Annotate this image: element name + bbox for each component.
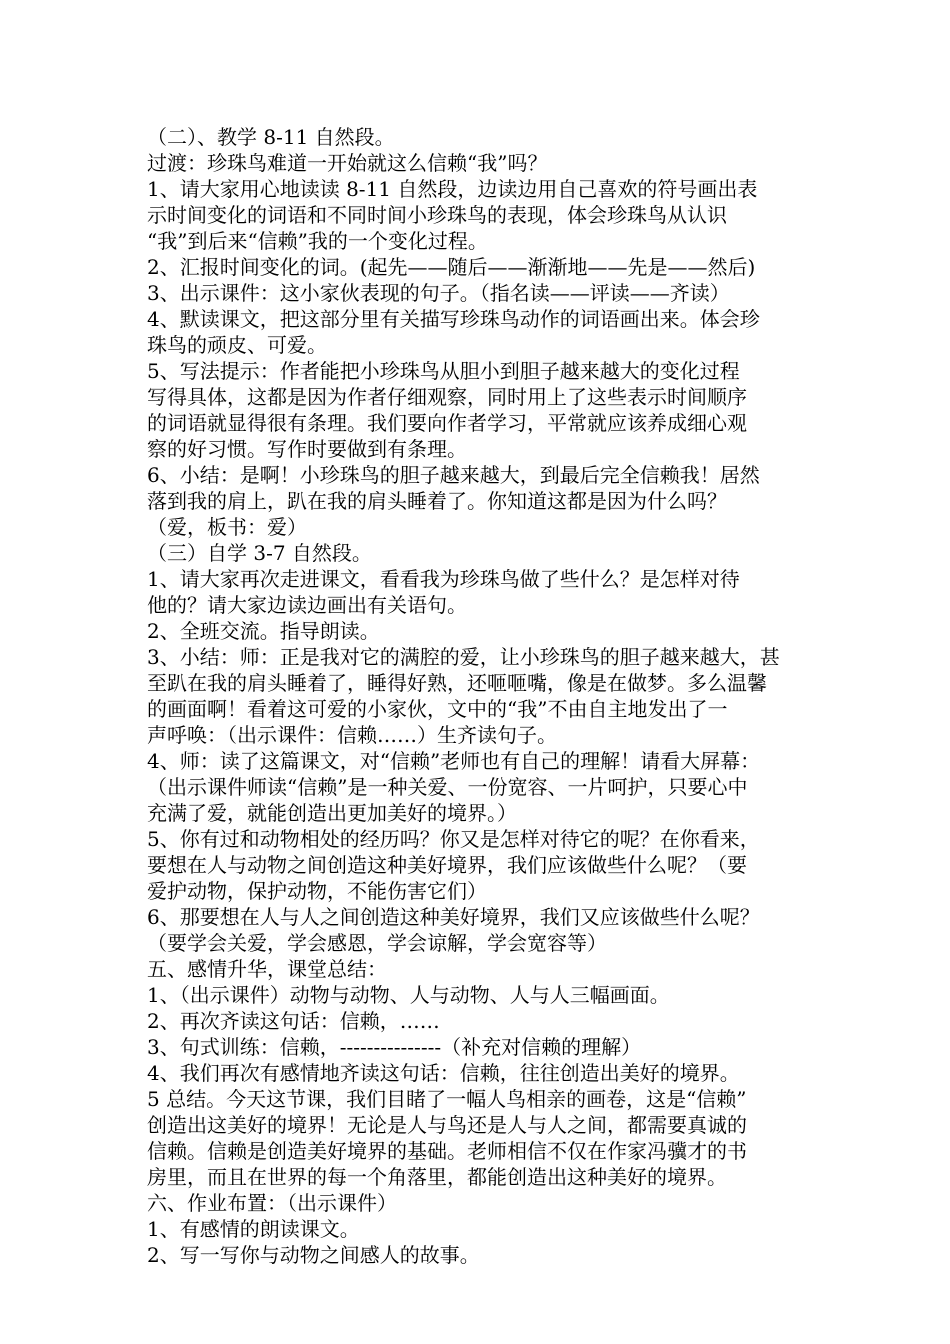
text-line: （爱，板书：爱） — [147, 515, 307, 539]
text-line: 2、写一写你与动物之间感人的故事。 — [147, 1243, 480, 1267]
text-line: “我”到后来“信赖”我的一个变化过程。 — [147, 229, 488, 253]
text-line: 充满了爱，就能创造出更加美好的境界。） — [147, 801, 517, 825]
text-line: （要学会关爱，学会感恩，学会谅解，学会宽容等） — [147, 931, 607, 955]
text-line: 要想在人与动物之间创造这种美好境界，我们应该做些什么呢？（要 — [147, 853, 747, 877]
text-line: 2、再次齐读这句话：信赖，…… — [147, 1009, 440, 1033]
text-line: 五、感情升华，课堂总结： — [147, 957, 387, 981]
document-body — [147, 124, 819, 1268]
text-line: 4、默读课文，把这部分里有关描写珍珠鸟动作的词语画出来。体会珍 — [147, 307, 760, 331]
text-line: 珠鸟的顽皮、可爱。 — [147, 333, 327, 357]
text-line: 1、请大家用心地读读 8-11 自然段，边读边用自己喜欢的符号画出表 — [147, 177, 758, 201]
text-line: 的画面啊！看着这可爱的小家伙，文中的“我”不由自主地发出了一 — [147, 697, 728, 721]
text-line: 5、你有过和动物相处的经历吗？你又是怎样对待它的呢？在你看来， — [147, 827, 760, 851]
text-line: 1、请大家再次走进课文，看看我为珍珠鸟做了些什么？是怎样对待 — [147, 567, 740, 591]
text-line: 6、小结：是啊！小珍珠鸟的胆子越来越大，到最后完全信赖我！居然 — [147, 463, 760, 487]
text-line: 的词语就显得很有条理。我们要向作者学习，平常就应该养成细心观 — [147, 411, 747, 435]
text-line: （二）、教学 8-11 自然段。 — [147, 125, 395, 149]
text-line: 信赖。信赖是创造美好境界的基础。老师相信不仅在作家冯骥才的书 — [147, 1139, 747, 1163]
text-line: 察的好习惯。写作时要做到有条理。 — [147, 437, 467, 461]
text-line: 3、句式训练：信赖，---------------（补充对信赖的理解） — [147, 1035, 642, 1059]
text-line: 房里，而且在世界的每一个角落里，都能创造出这种美好的境界。 — [147, 1165, 727, 1189]
text-line: 6、那要想在人与人之间创造这种美好境界，我们又应该做些什么呢？ — [147, 905, 760, 929]
text-line: （三）自学 3-7 自然段。 — [147, 541, 372, 565]
text-line: 创造出这美好的境界！无论是人与鸟还是人与人之间，都需要真诚的 — [147, 1113, 747, 1137]
text-line: 4、师：读了这篇课文，对“信赖”老师也有自己的理解！请看大屏幕： — [147, 749, 761, 773]
text-line: 2、汇报时间变化的词。(起先——随后——渐渐地——先是——然后) — [147, 255, 756, 279]
text-line: 写得具体，这都是因为作者仔细观察，同时用上了这些表示时间顺序 — [147, 385, 747, 409]
text-line: 六、作业布置：（出示课件） — [147, 1191, 397, 1215]
text-line: 5、写法提示：作者能把小珍珠鸟从胆小到胆子越来越大的变化过程 — [147, 359, 740, 383]
text-line: 1、有感情的朗读课文。 — [147, 1217, 360, 1241]
text-line: 1、（出示课件）动物与动物、人与动物、人与人三幅画面。 — [147, 983, 670, 1007]
text-line: 2、全班交流。指导朗读。 — [147, 619, 380, 643]
text-line: （出示课件师读“信赖”是一种关爱、一份宽容、一片呵护，只要心中 — [147, 775, 748, 799]
text-line: 4、我们再次有感情地齐读这句话：信赖，往往创造出美好的境界。 — [147, 1061, 740, 1085]
text-line: 示时间变化的词语和不同时间小珍珠鸟的表现，体会珍珠鸟从认识 — [147, 203, 727, 227]
text-line: 5 总结。今天这节课，我们目睹了一幅人鸟相亲的画卷，这是“信赖” — [147, 1087, 747, 1111]
text-line: 3、出示课件：这小家伙表现的句子。（指名读——评读——齐读） — [147, 281, 730, 305]
text-line: 声呼唤：（出示课件：信赖……）生齐读句子。 — [147, 723, 557, 747]
text-line: 爱护动物，保护动物，不能伤害它们） — [147, 879, 487, 903]
text-line: 落到我的肩上，趴在我的肩头睡着了。你知道这都是因为什么吗？ — [147, 489, 727, 513]
text-line: 至趴在我的肩头睡着了，睡得好熟，还咂咂嘴，像是在做梦。多么温馨 — [147, 671, 767, 695]
text-line: 他的？请大家边读边画出有关语句。 — [147, 593, 467, 617]
text-line: 3、小结：师：正是我对它的满腔的爱，让小珍珠鸟的胆子越来越大，甚 — [147, 645, 780, 669]
text-line: 过渡：珍珠鸟难道一开始就这么信赖“我”吗？ — [147, 151, 548, 175]
